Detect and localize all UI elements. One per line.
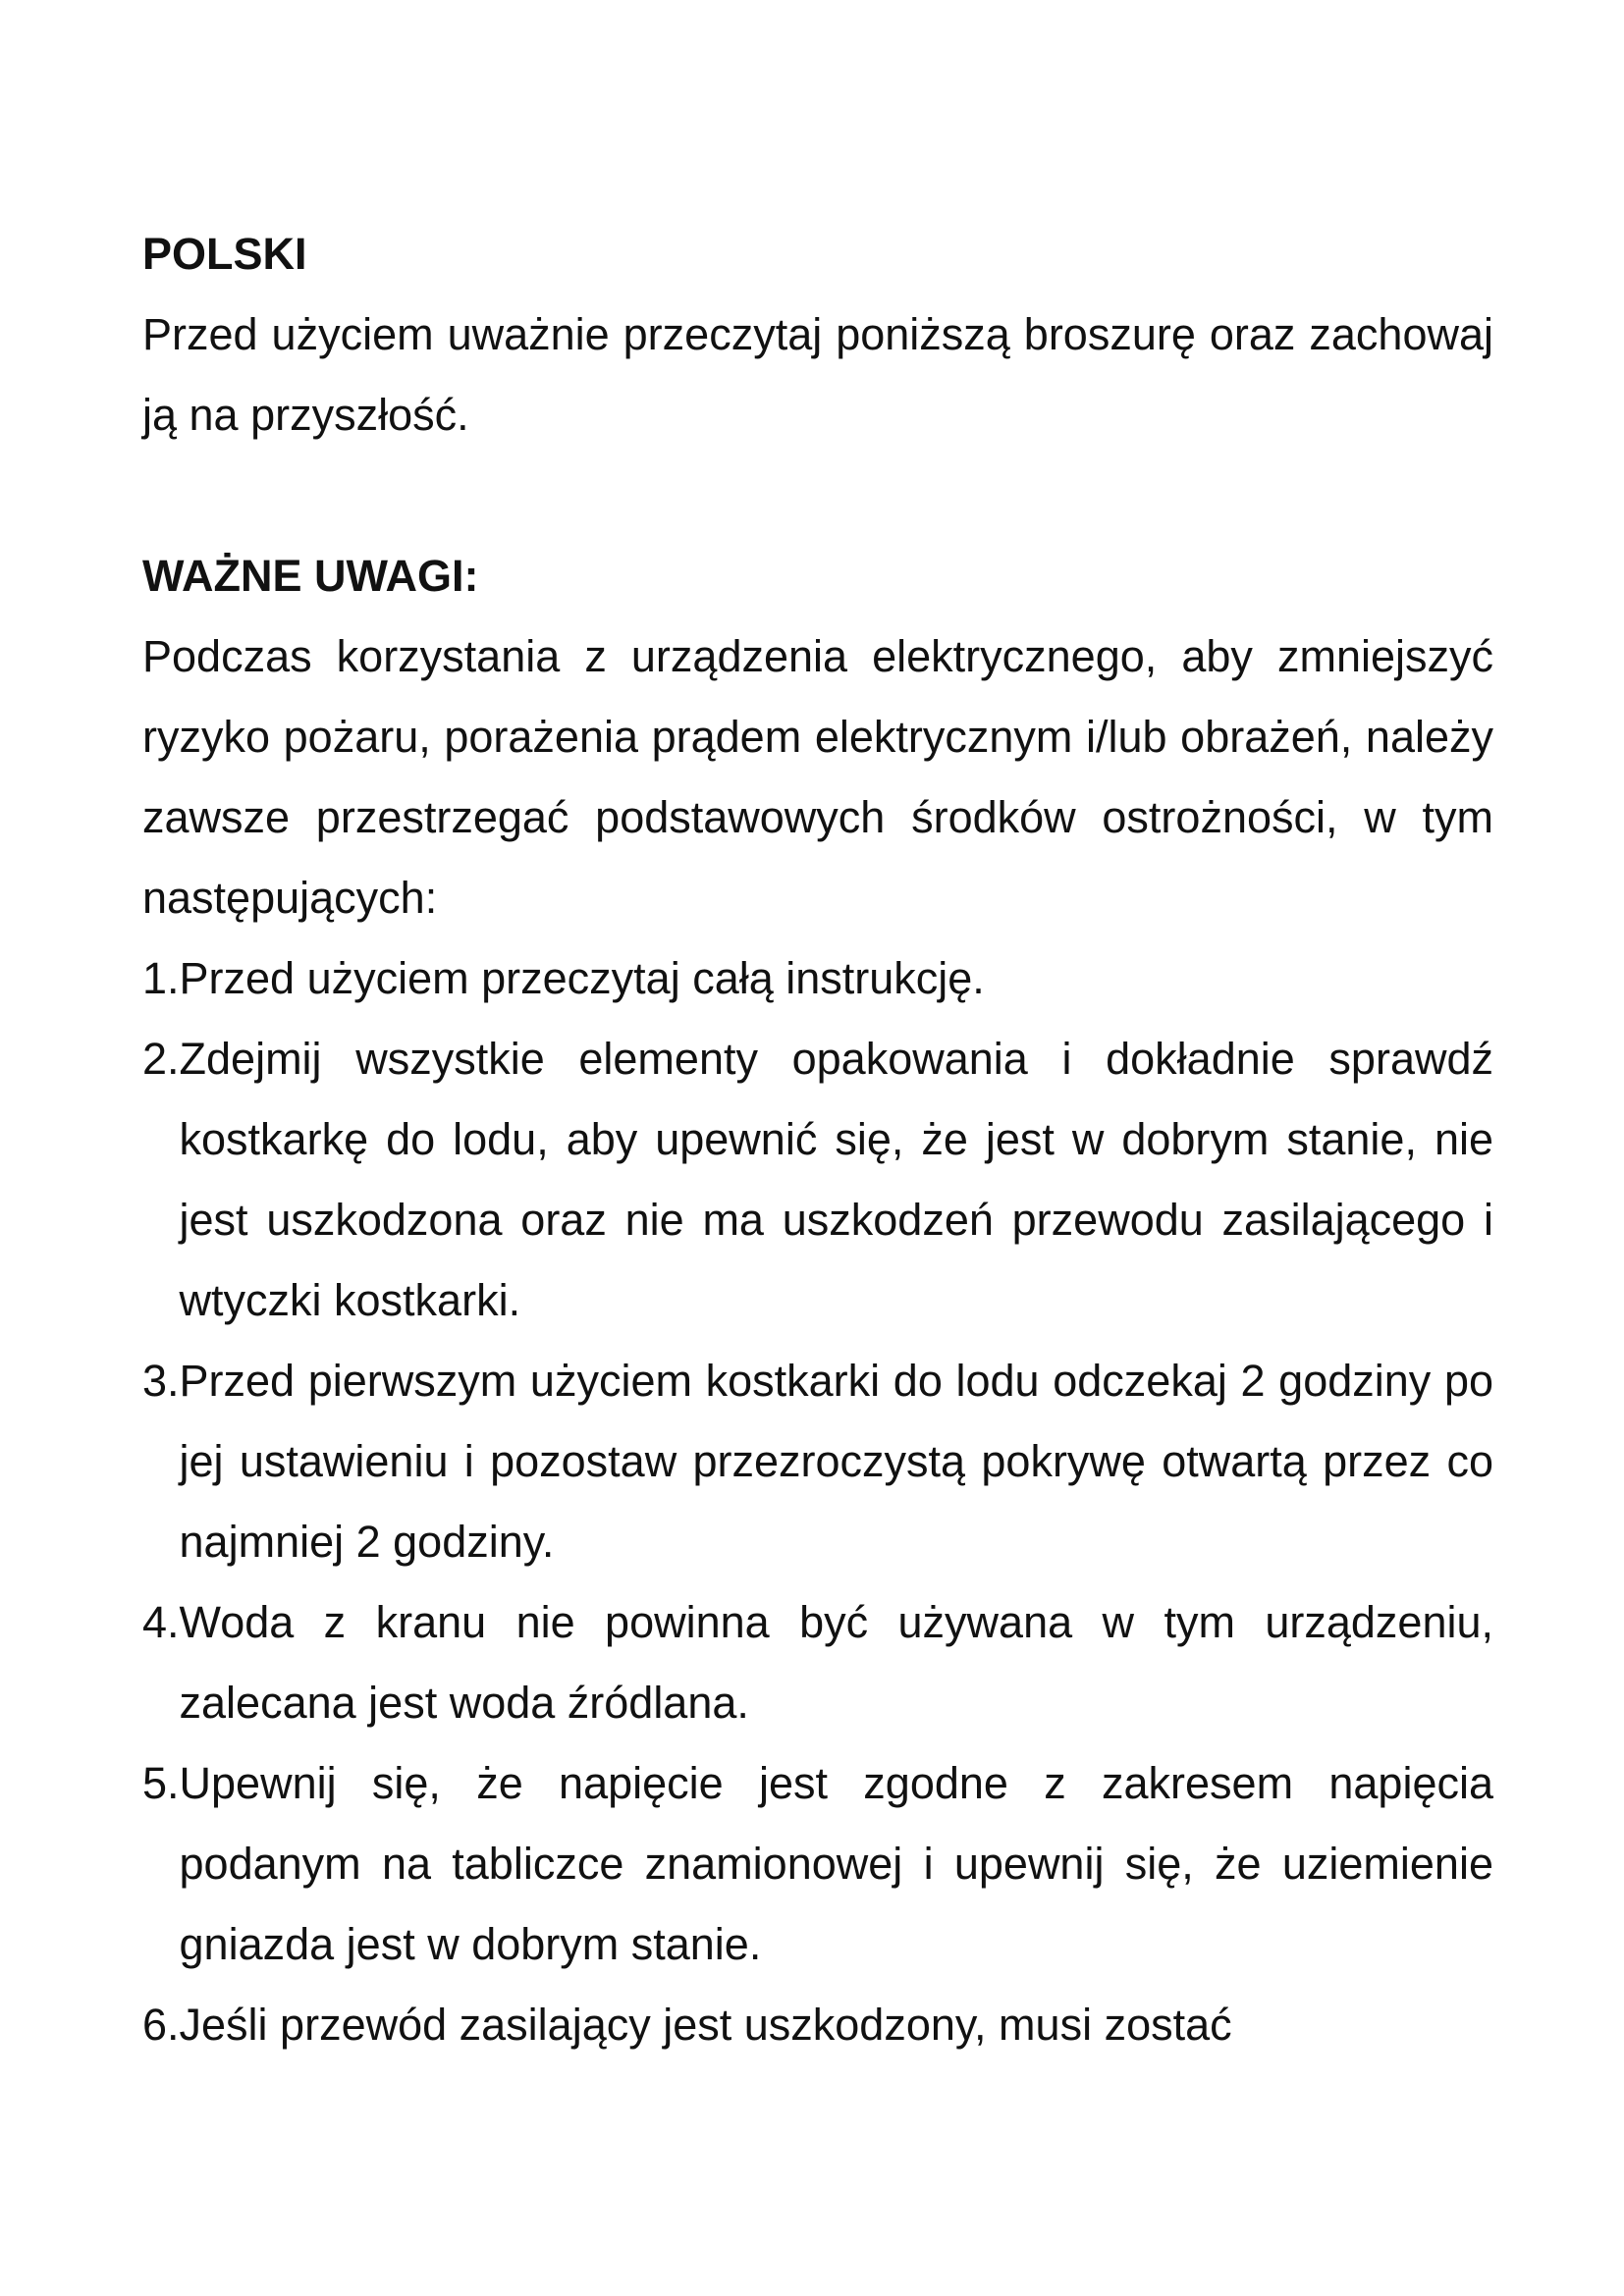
list-item-text: Jeśli przewód zasilający jest uszkodzony, musi zostać: [179, 2000, 1232, 2050]
list-item-number: 6.: [142, 2000, 180, 2050]
section-spacer: [142, 455, 1493, 536]
safety-list: [142, 938, 1493, 2065]
list-item-text: Upewnij się, że napięcie jest zgodne z zakresem napięcia podanym na tabliczce znamionowej i upewnij się, że uziemienie gniazda jest w dobrym stanie.: [179, 1758, 1493, 1969]
document-page: [142, 214, 1493, 2065]
list-item: [142, 1743, 1493, 1985]
list-item-number: 2.: [142, 1034, 180, 1084]
list-item-number: 4.: [142, 1597, 180, 1647]
list-item-text: Przed pierwszym użyciem kostkarki do lodu odczekaj 2 godziny po jej ustawieniu i pozostaw przezroczystą pokrywę otwartą przez co najmniej 2 godziny.: [179, 1356, 1493, 1567]
list-item-text: Zdejmij wszystkie elementy opakowania i dokładnie sprawdź kostkarkę do lodu, aby upewnić się, że jest w dobrym stanie, nie jest uszkodzona oraz nie ma uszkodzeń przewodu zasilającego i wtyczki kostkarki.: [179, 1034, 1493, 1325]
section-heading: WAŻNE UWAGI:: [142, 551, 479, 601]
document-title: POLSKI: [142, 229, 307, 279]
list-item-text: Przed użyciem przeczytaj całą instrukcję.: [179, 953, 985, 1003]
list-item: [142, 1019, 1493, 1341]
intro-paragraph: Przed użyciem uważnie przeczytaj poniższą broszurę oraz zachowaj ją na przyszłość.: [142, 309, 1493, 440]
list-item: [142, 1582, 1493, 1743]
list-item-number: 3.: [142, 1356, 180, 1406]
list-item-number: 1.: [142, 953, 180, 1003]
section-intro-paragraph: Podczas korzystania z urządzenia elektrycznego, aby zmniejszyć ryzyko pożaru, porażenia prądem elektrycznym i/lub obrażeń, należy zawsze przestrzegać podstawowych środków ostrożności, w tym następujących:: [142, 631, 1493, 923]
list-item-number: 5.: [142, 1758, 180, 1808]
list-item-text: Woda z kranu nie powinna być używana w tym urządzeniu, zalecana jest woda źródlana.: [179, 1597, 1493, 1728]
list-item: [142, 938, 1493, 1019]
list-item: [142, 1985, 1493, 2065]
list-item: [142, 1341, 1493, 1582]
